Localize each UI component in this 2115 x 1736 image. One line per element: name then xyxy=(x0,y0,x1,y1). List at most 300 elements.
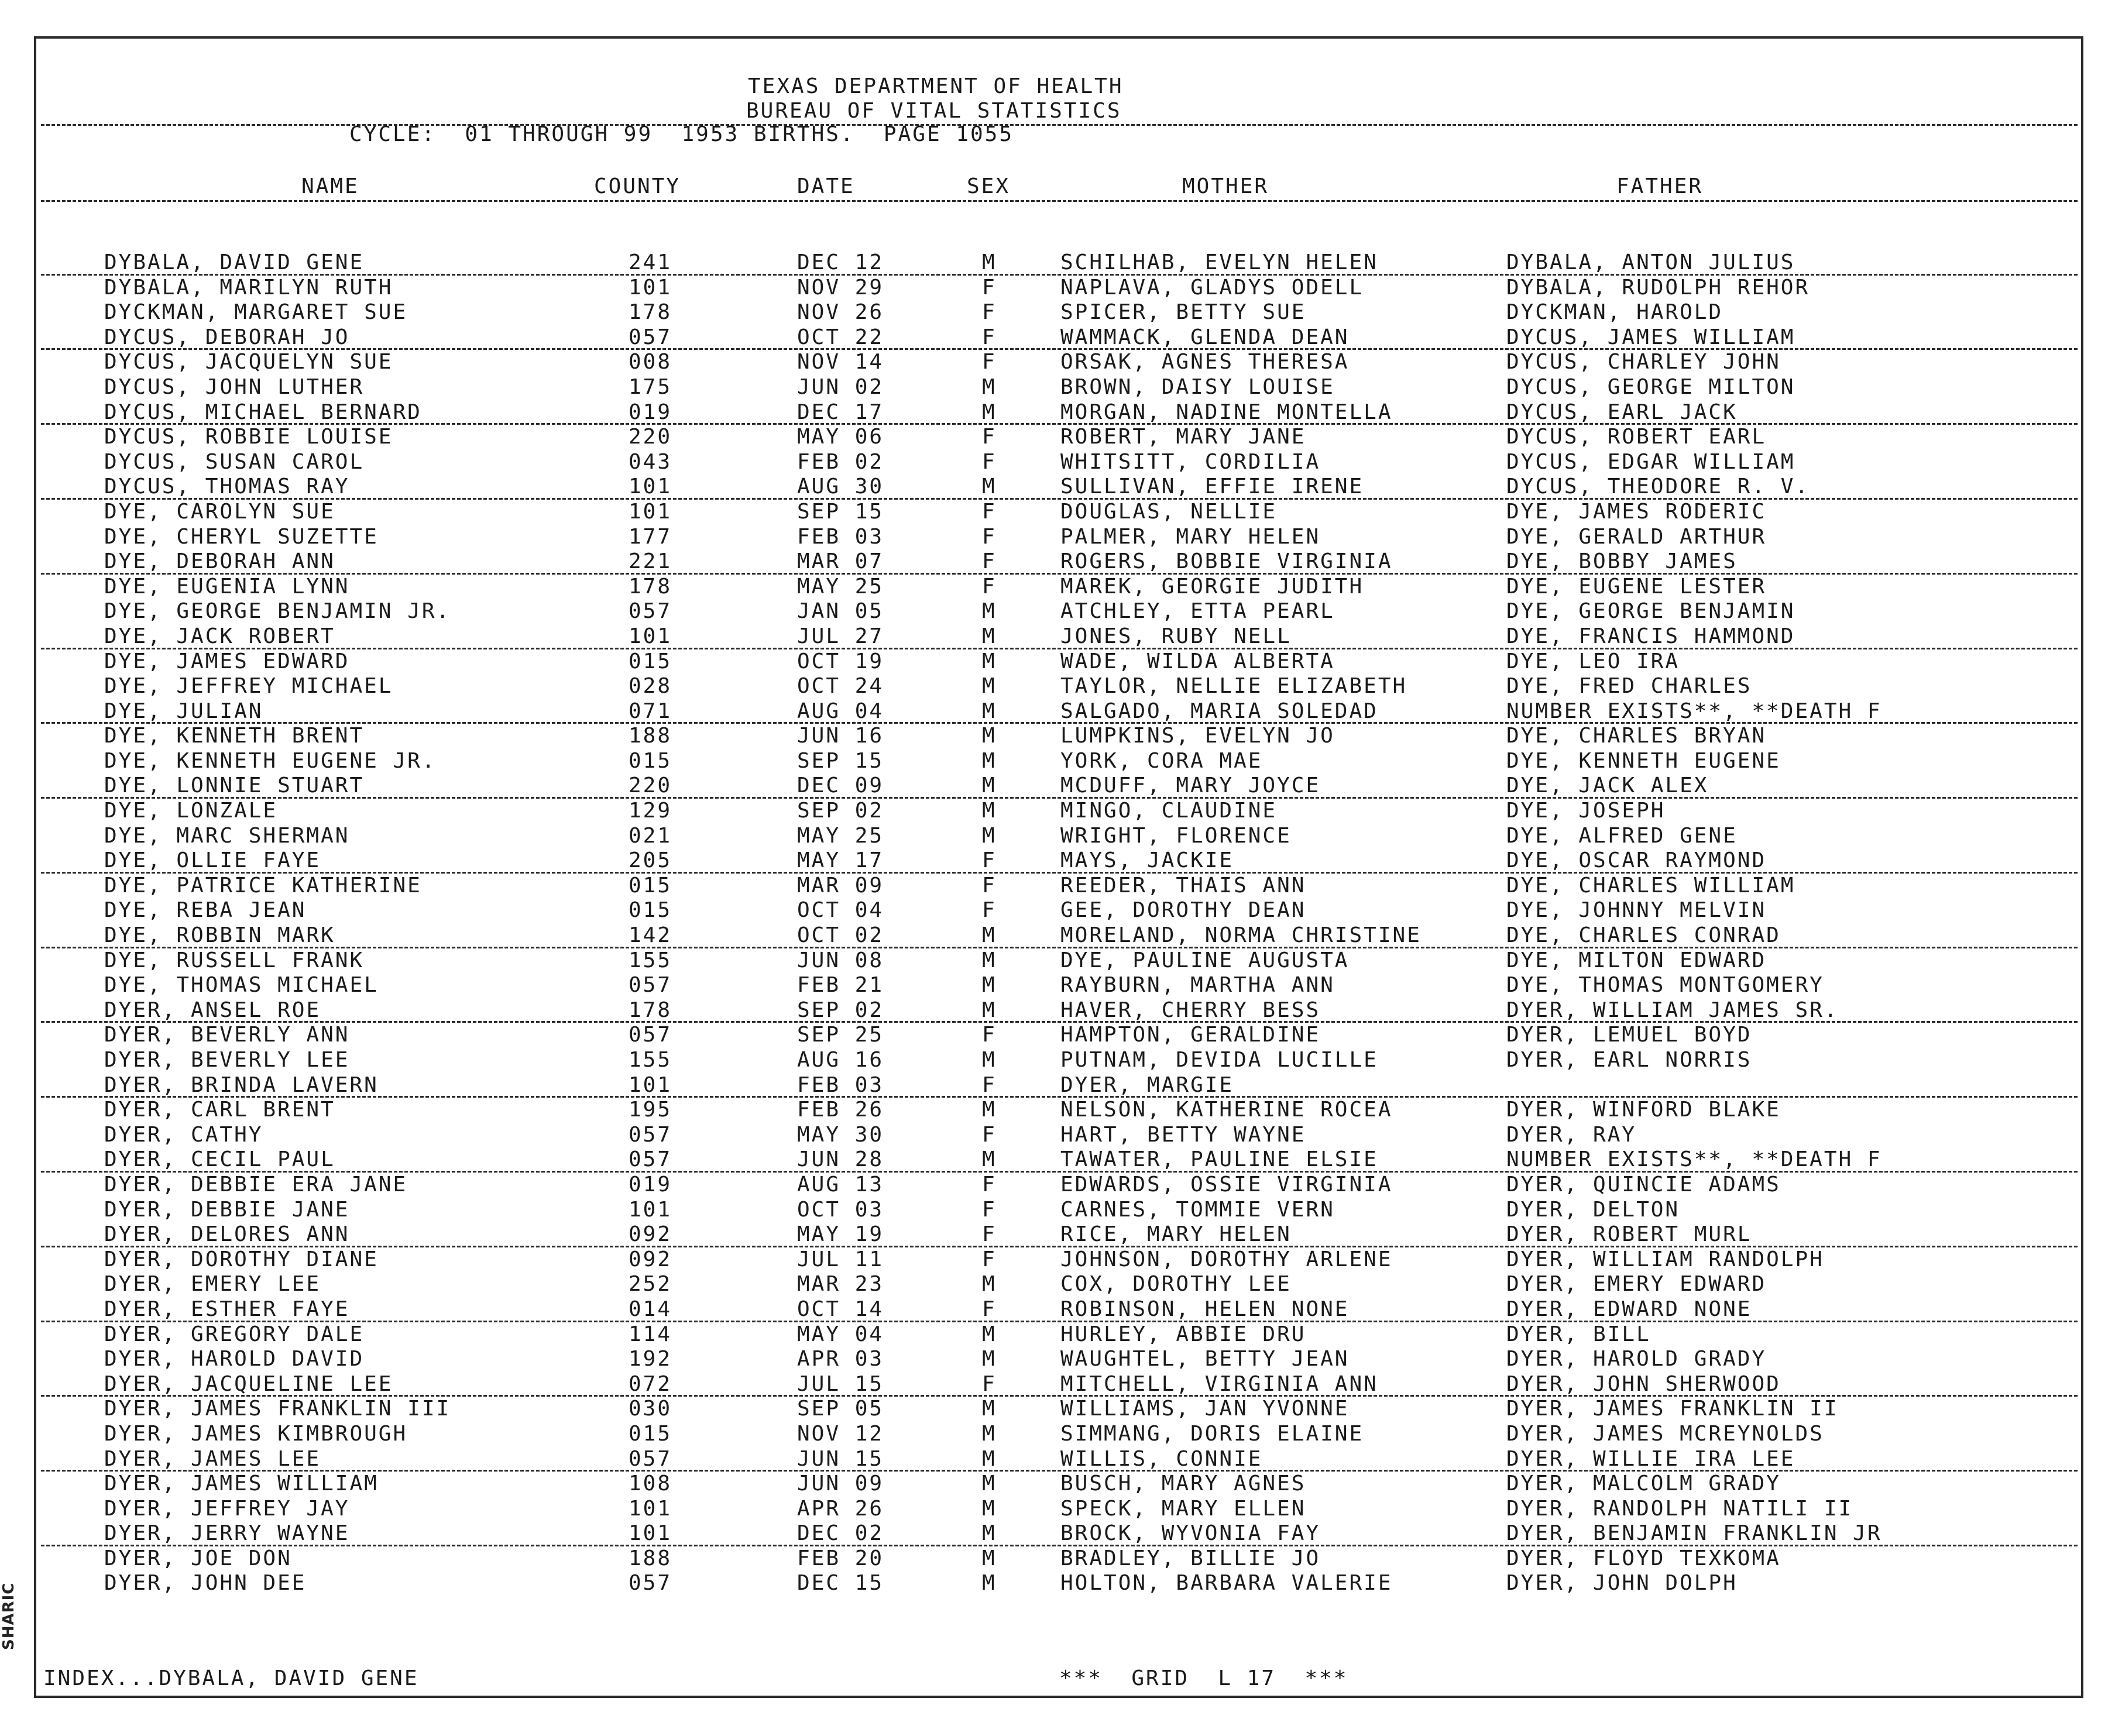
record-mother: SULLIVAN, EFFIE IRENE xyxy=(1060,475,1364,499)
record-name: DYER, JOE DON xyxy=(104,1546,292,1570)
record-county: 043 xyxy=(629,449,672,474)
record-date: MAY 25 xyxy=(797,574,884,599)
record-date: SEP 15 xyxy=(797,748,884,773)
record-name: DYER, CATHY xyxy=(104,1122,263,1147)
record-county: 178 xyxy=(629,574,672,599)
record-mother: PUTNAM, DEVIDA LUCILLE xyxy=(1060,1048,1378,1072)
record-name: DYER, CECIL PAUL xyxy=(104,1147,335,1172)
record-county: 188 xyxy=(629,1546,672,1570)
record-sex: F xyxy=(982,1122,997,1147)
record-father: DYE, FRANCIS HAMMOND xyxy=(1506,624,1795,648)
record-row xyxy=(41,475,2078,500)
record-county: 175 xyxy=(629,374,672,399)
record-date: NOV 14 xyxy=(797,350,884,374)
record-sex: M xyxy=(982,1322,997,1346)
record-father: DYE, CHARLES BRYAN xyxy=(1506,724,1767,748)
record-name: DYER, JERRY WAYNE xyxy=(104,1521,350,1546)
record-county: 252 xyxy=(629,1272,672,1297)
record-row xyxy=(41,674,2078,699)
record-row xyxy=(41,549,2078,575)
record-sex: M xyxy=(982,1472,997,1496)
record-county: 195 xyxy=(629,1098,672,1122)
record-name: DYE, DEBORAH ANN xyxy=(104,549,335,574)
record-father: DYCUS, EARL JACK xyxy=(1506,400,1738,424)
record-mother: TAWATER, PAULINE ELSIE xyxy=(1060,1147,1378,1172)
record-mother: SIMMANG, DORIS ELAINE xyxy=(1060,1421,1364,1446)
record-county: 015 xyxy=(629,1421,672,1446)
record-row xyxy=(41,973,2078,998)
record-date: JUN 15 xyxy=(797,1446,884,1471)
record-name: DYER, GREGORY DALE xyxy=(104,1322,365,1346)
record-date: MAR 23 xyxy=(797,1272,884,1297)
record-sex: M xyxy=(982,1421,997,1446)
record-name: DYER, JAMES WILLIAM xyxy=(104,1472,379,1496)
record-mother: SCHILHAB, EVELYN HELEN xyxy=(1060,250,1378,274)
record-name: DYER, ESTHER FAYE xyxy=(104,1297,350,1321)
record-sex: F xyxy=(982,350,997,374)
record-date: MAY 06 xyxy=(797,425,884,449)
record-county: 178 xyxy=(629,998,672,1022)
record-name: DYBALA, DAVID GENE xyxy=(104,250,365,274)
record-mother: DOUGLAS, NELLIE xyxy=(1060,499,1278,524)
record-mother: LUMPKINS, EVELYN JO xyxy=(1060,724,1335,748)
record-sex: F xyxy=(982,1222,997,1247)
record-sex: M xyxy=(982,1048,997,1072)
record-mother: JONES, RUBY NELL xyxy=(1060,624,1292,648)
record-mother: SPECK, MARY ELLEN xyxy=(1060,1496,1306,1521)
record-county: 101 xyxy=(629,499,672,524)
record-sex: M xyxy=(982,1272,997,1297)
record-date: MAY 30 xyxy=(797,1122,884,1147)
column-header-mother: MOTHER xyxy=(1182,174,1269,198)
record-sex: M xyxy=(982,400,997,424)
record-row xyxy=(41,699,2078,724)
record-father: DYE, JOHNNY MELVIN xyxy=(1506,898,1767,923)
record-date: JUL 15 xyxy=(797,1371,884,1396)
record-name: DYCUS, JOHN LUTHER xyxy=(104,374,365,399)
record-sex: M xyxy=(982,774,997,798)
record-county: 057 xyxy=(629,973,672,998)
record-father: DYER, FLOYD TEXKOMA xyxy=(1506,1546,1781,1570)
record-sex: F xyxy=(982,898,997,923)
record-date: NOV 26 xyxy=(797,300,884,325)
record-date: SEP 02 xyxy=(797,998,884,1022)
record-row xyxy=(41,1098,2078,1123)
record-county: 101 xyxy=(629,475,672,499)
record-father: DYE, JAMES RODERIC xyxy=(1506,499,1767,524)
record-sex: M xyxy=(982,1098,997,1122)
record-row xyxy=(41,898,2078,923)
record-mother: ROBERT, MARY JANE xyxy=(1060,425,1306,449)
record-row xyxy=(41,1571,2078,1596)
record-row xyxy=(41,276,2078,301)
record-father: DYE, THOMAS MONTGOMERY xyxy=(1506,973,1824,998)
record-county: 057 xyxy=(629,1571,672,1596)
record-father: DYER, WILLIE IRA LEE xyxy=(1506,1446,1795,1471)
record-name: DYER, BEVERLY ANN xyxy=(104,1023,350,1047)
record-sex: M xyxy=(982,748,997,773)
record-date: FEB 03 xyxy=(797,524,884,549)
record-father: DYER, EMERY EDWARD xyxy=(1506,1272,1767,1297)
record-row xyxy=(41,375,2078,400)
record-name: DYCKMAN, MARGARET SUE xyxy=(104,300,408,325)
record-sex: M xyxy=(982,998,997,1022)
record-mother: WADE, WILDA ALBERTA xyxy=(1060,649,1335,673)
record-father: DYER, LEMUEL BOYD xyxy=(1506,1023,1752,1047)
record-father: DYER, JOHN SHERWOOD xyxy=(1506,1371,1781,1396)
record-date: DEC 02 xyxy=(797,1521,884,1546)
record-county: 241 xyxy=(629,250,672,274)
record-father: DYCUS, EDGAR WILLIAM xyxy=(1506,449,1795,474)
record-sex: M xyxy=(982,1546,997,1570)
record-date: OCT 22 xyxy=(797,325,884,349)
header-cycle: CYCLE: 01 THROUGH 99 1953 BIRTHS. PAGE 1055 xyxy=(349,122,1014,146)
record-row xyxy=(41,998,2078,1023)
record-mother: SALGADO, MARIA SOLEDAD xyxy=(1060,699,1378,723)
record-county: 101 xyxy=(629,624,672,648)
record-row xyxy=(41,599,2078,624)
record-mother: ROGERS, BOBBIE VIRGINIA xyxy=(1060,549,1393,574)
record-father: DYE, LEO IRA xyxy=(1506,649,1680,673)
record-sex: M xyxy=(982,374,997,399)
record-sex: M xyxy=(982,475,997,499)
record-date: DEC 12 xyxy=(797,250,884,274)
record-name: DYER, JOHN DEE xyxy=(104,1571,307,1596)
record-row xyxy=(41,1397,2078,1422)
record-name: DYE, REBA JEAN xyxy=(104,898,307,923)
record-name: DYER, JAMES LEE xyxy=(104,1446,321,1471)
record-father: NUMBER EXISTS**, **DEATH F xyxy=(1506,1147,1882,1172)
footer-index: INDEX...DYBALA, DAVID GENE xyxy=(43,1666,419,1690)
record-father: DYBALA, ANTON JULIUS xyxy=(1506,250,1795,274)
record-mother: MCDUFF, MARY JOYCE xyxy=(1060,774,1321,798)
record-county: 019 xyxy=(629,1172,672,1197)
record-county: 030 xyxy=(629,1397,672,1421)
record-sex: F xyxy=(982,574,997,599)
record-county: 108 xyxy=(629,1472,672,1496)
record-name: DYE, JACK ROBERT xyxy=(104,624,335,648)
record-name: DYCUS, SUSAN CAROL xyxy=(104,449,365,474)
record-row xyxy=(41,400,2078,425)
record-mother: HAMPTON, GERALDINE xyxy=(1060,1023,1321,1047)
record-date: NOV 12 xyxy=(797,1421,884,1446)
record-date: NOV 29 xyxy=(797,275,884,300)
record-row xyxy=(41,1497,2078,1522)
column-header-rule xyxy=(41,200,2078,202)
record-county: 071 xyxy=(629,699,672,723)
record-father: DYCUS, CHARLEY JOHN xyxy=(1506,350,1781,374)
record-mother: GEE, DOROTHY DEAN xyxy=(1060,898,1306,923)
record-sex: M xyxy=(982,699,997,723)
record-county: 101 xyxy=(629,1521,672,1546)
record-county: 092 xyxy=(629,1222,672,1247)
record-date: MAR 07 xyxy=(797,549,884,574)
record-row xyxy=(41,848,2078,874)
record-mother: HURLEY, ABBIE DRU xyxy=(1060,1322,1306,1346)
record-name: DYCUS, THOMAS RAY xyxy=(104,475,350,499)
record-name: DYE, JEFFREY MICHAEL xyxy=(104,674,393,699)
record-sex: F xyxy=(982,549,997,574)
record-row xyxy=(41,824,2078,849)
record-row xyxy=(41,1546,2078,1572)
record-row xyxy=(41,1372,2078,1397)
record-county: 101 xyxy=(629,1197,672,1222)
record-date: MAY 25 xyxy=(797,823,884,848)
header-bureau: BUREAU OF VITAL STATISTICS xyxy=(746,99,1122,123)
record-county: 028 xyxy=(629,674,672,699)
record-mother: WAUGHTEL, BETTY JEAN xyxy=(1060,1347,1350,1371)
record-county: 220 xyxy=(629,774,672,798)
record-county: 205 xyxy=(629,848,672,873)
record-father: DYER, WILLIAM JAMES SR. xyxy=(1506,998,1839,1022)
record-date: JUN 02 xyxy=(797,374,884,399)
record-row xyxy=(41,1023,2078,1048)
record-father: DYCKMAN, HAROLD xyxy=(1506,300,1723,325)
record-father: DYER, BENJAMIN FRANKLIN JR xyxy=(1506,1521,1882,1546)
record-sex: F xyxy=(982,1371,997,1396)
record-name: DYCUS, MICHAEL BERNARD xyxy=(104,400,422,424)
record-mother: MINGO, CLAUDINE xyxy=(1060,799,1278,823)
record-name: DYCUS, JACQUELYN SUE xyxy=(104,350,393,374)
record-father: DYBALA, RUDOLPH REHOR xyxy=(1506,275,1810,300)
record-date: SEP 15 xyxy=(797,499,884,524)
record-sex: M xyxy=(982,923,997,948)
record-name: DYBALA, MARILYN RUTH xyxy=(104,275,393,300)
record-row xyxy=(41,1447,2078,1472)
column-header-father: FATHER xyxy=(1616,174,1704,198)
record-sex: M xyxy=(982,1397,997,1421)
record-sex: F xyxy=(982,524,997,549)
record-date: OCT 14 xyxy=(797,1297,884,1321)
record-mother: WILLIAMS, JAN YVONNE xyxy=(1060,1397,1350,1421)
record-father: DYER, JAMES FRANKLIN II xyxy=(1506,1397,1839,1421)
record-father: DYE, GEORGE BENJAMIN xyxy=(1506,599,1795,624)
record-mother: BROWN, DAISY LOUISE xyxy=(1060,374,1335,399)
record-sex: M xyxy=(982,823,997,848)
record-mother: NAPLAVA, GLADYS ODELL xyxy=(1060,275,1364,300)
record-mother: ORSAK, AGNES THERESA xyxy=(1060,350,1350,374)
record-sex: F xyxy=(982,1247,997,1271)
record-father: DYCUS, ROBERT EARL xyxy=(1506,425,1767,449)
record-date: DEC 15 xyxy=(797,1571,884,1596)
record-date: SEP 05 xyxy=(797,1397,884,1421)
record-father: DYE, CHARLES CONRAD xyxy=(1506,923,1781,948)
record-name: DYE, RUSSELL FRANK xyxy=(104,948,365,972)
record-father: DYE, OSCAR RAYMOND xyxy=(1506,848,1767,873)
column-header-date: DATE xyxy=(797,174,855,198)
record-county: 142 xyxy=(629,923,672,948)
record-name: DYCUS, DEBORAH JO xyxy=(104,325,350,349)
column-header-name: NAME xyxy=(301,174,359,198)
record-sex: M xyxy=(982,973,997,998)
record-date: MAR 09 xyxy=(797,873,884,898)
record-father: DYER, HAROLD GRADY xyxy=(1506,1347,1767,1371)
record-mother: WRIGHT, FLORENCE xyxy=(1060,823,1292,848)
record-name: DYER, JEFFREY JAY xyxy=(104,1496,350,1521)
record-date: OCT 03 xyxy=(797,1197,884,1222)
record-name: DYER, ANSEL ROE xyxy=(104,998,321,1022)
record-father: DYE, ALFRED GENE xyxy=(1506,823,1738,848)
column-header-sex: SEX xyxy=(967,174,1011,198)
record-sex: M xyxy=(982,1446,997,1471)
record-mother: JOHNSON, DOROTHY ARLENE xyxy=(1060,1247,1393,1271)
record-date: SEP 25 xyxy=(797,1023,884,1047)
record-county: 192 xyxy=(629,1347,672,1371)
record-row xyxy=(41,649,2078,675)
record-county: 155 xyxy=(629,948,672,972)
record-mother: BUSCH, MARY AGNES xyxy=(1060,1472,1306,1496)
record-father: DYER, BILL xyxy=(1506,1322,1651,1346)
record-county: 021 xyxy=(629,823,672,848)
record-date: SEP 02 xyxy=(797,799,884,823)
record-sex: M xyxy=(982,724,997,748)
record-date: FEB 02 xyxy=(797,449,884,474)
record-date: AUG 04 xyxy=(797,699,884,723)
record-mother: DYE, PAULINE AUGUSTA xyxy=(1060,948,1350,972)
record-date: DEC 09 xyxy=(797,774,884,798)
record-mother: HOLTON, BARBARA VALERIE xyxy=(1060,1571,1393,1596)
record-father: DYER, RANDOLPH NATILI II xyxy=(1506,1496,1853,1521)
record-row xyxy=(41,325,2078,350)
record-date: JAN 05 xyxy=(797,599,884,624)
record-row xyxy=(41,1297,2078,1322)
record-mother: RAYBURN, MARTHA ANN xyxy=(1060,973,1335,998)
record-name: DYER, JACQUELINE LEE xyxy=(104,1371,393,1396)
header-rule xyxy=(41,124,2078,126)
record-county: 057 xyxy=(629,1446,672,1471)
record-date: OCT 04 xyxy=(797,898,884,923)
record-county: 178 xyxy=(629,300,672,325)
record-row xyxy=(41,774,2078,799)
record-name: DYE, CAROLYN SUE xyxy=(104,499,335,524)
record-date: JUN 28 xyxy=(797,1147,884,1172)
record-sex: F xyxy=(982,499,997,524)
record-row xyxy=(41,425,2078,450)
record-father: DYE, KENNETH EUGENE xyxy=(1506,748,1781,773)
record-father: DYER, WILLIAM RANDOLPH xyxy=(1506,1247,1824,1271)
record-father: DYE, MILTON EDWARD xyxy=(1506,948,1767,972)
record-father: DYE, JOSEPH xyxy=(1506,799,1666,823)
record-sex: F xyxy=(982,300,997,325)
record-father: DYER, QUINCIE ADAMS xyxy=(1506,1172,1781,1197)
record-date: OCT 24 xyxy=(797,674,884,699)
record-row xyxy=(41,500,2078,525)
record-name: DYER, HAROLD DAVID xyxy=(104,1347,365,1371)
record-name: DYE, THOMAS MICHAEL xyxy=(104,973,379,998)
record-mother: MAREK, GEORGIE JUDITH xyxy=(1060,574,1364,599)
record-father: DYER, WINFORD BLAKE xyxy=(1506,1098,1781,1122)
record-date: FEB 20 xyxy=(797,1546,884,1570)
record-date: JUL 11 xyxy=(797,1247,884,1271)
record-date: JUN 08 xyxy=(797,948,884,972)
record-name: DYE, KENNETH BRENT xyxy=(104,724,365,748)
record-county: 177 xyxy=(629,524,672,549)
record-mother: MORGAN, NADINE MONTELLA xyxy=(1060,400,1393,424)
record-county: 057 xyxy=(629,599,672,624)
record-date: AUG 13 xyxy=(797,1172,884,1197)
record-date: MAY 19 xyxy=(797,1222,884,1247)
record-name: DYCUS, ROBBIE LOUISE xyxy=(104,425,393,449)
record-mother: MAYS, JACKIE xyxy=(1060,848,1234,873)
record-county: 015 xyxy=(629,748,672,773)
record-father: DYE, EUGENE LESTER xyxy=(1506,574,1767,599)
record-father: DYER, MALCOLM GRADY xyxy=(1506,1472,1781,1496)
record-name: DYE, MARC SHERMAN xyxy=(104,823,350,848)
record-name: DYE, LONZALE xyxy=(104,799,278,823)
record-sex: F xyxy=(982,873,997,898)
record-row xyxy=(41,948,2078,974)
record-mother: COX, DOROTHY LEE xyxy=(1060,1272,1292,1297)
record-mother: DYER, MARGIE xyxy=(1060,1072,1234,1097)
record-sex: M xyxy=(982,799,997,823)
record-sex: M xyxy=(982,1147,997,1172)
record-name: DYER, JAMES KIMBROUGH xyxy=(104,1421,408,1446)
record-name: DYER, DOROTHY DIANE xyxy=(104,1247,379,1271)
record-row xyxy=(41,1198,2078,1223)
record-date: DEC 17 xyxy=(797,400,884,424)
record-row xyxy=(41,923,2078,948)
record-row xyxy=(41,575,2078,600)
record-father: NUMBER EXISTS**, **DEATH F xyxy=(1506,699,1882,723)
record-mother: WHITSITT, CORDILIA xyxy=(1060,449,1321,474)
record-father: DYER, EDWARD NONE xyxy=(1506,1297,1752,1321)
record-mother: SPICER, BETTY SUE xyxy=(1060,300,1306,325)
record-county: 101 xyxy=(629,1496,672,1521)
record-date: APR 26 xyxy=(797,1496,884,1521)
record-county: 221 xyxy=(629,549,672,574)
record-sex: F xyxy=(982,1023,997,1047)
record-sex: M xyxy=(982,1347,997,1371)
record-row xyxy=(41,874,2078,899)
record-sex: F xyxy=(982,325,997,349)
record-mother: MITCHELL, VIRGINIA ANN xyxy=(1060,1371,1378,1396)
record-mother: EDWARDS, OSSIE VIRGINIA xyxy=(1060,1172,1393,1197)
record-date: MAY 17 xyxy=(797,848,884,873)
record-mother: HART, BETTY WAYNE xyxy=(1060,1122,1306,1147)
record-sex: F xyxy=(982,1297,997,1321)
record-mother: WAMMACK, GLENDA DEAN xyxy=(1060,325,1350,349)
record-date: FEB 03 xyxy=(797,1072,884,1097)
record-mother: PALMER, MARY HELEN xyxy=(1060,524,1321,549)
record-sex: F xyxy=(982,425,997,449)
record-mother: ROBINSON, HELEN NONE xyxy=(1060,1297,1350,1321)
record-father: DYE, GERALD ARTHUR xyxy=(1506,524,1767,549)
record-name: DYE, JAMES EDWARD xyxy=(104,649,350,673)
record-mother: BRADLEY, BILLIE JO xyxy=(1060,1546,1321,1570)
record-sex: M xyxy=(982,674,997,699)
record-father: DYER, RAY xyxy=(1506,1122,1637,1147)
record-row xyxy=(41,1272,2078,1297)
record-name: DYE, GEORGE BENJAMIN JR. xyxy=(104,599,451,624)
record-county: 015 xyxy=(629,873,672,898)
record-name: DYER, CARL BRENT xyxy=(104,1098,335,1122)
record-row xyxy=(41,525,2078,550)
record-row xyxy=(41,1173,2078,1198)
record-date: APR 03 xyxy=(797,1347,884,1371)
record-name: DYER, JAMES FRANKLIN III xyxy=(104,1397,451,1421)
record-date: FEB 26 xyxy=(797,1098,884,1122)
record-county: 057 xyxy=(629,1147,672,1172)
record-sex: F xyxy=(982,449,997,474)
side-watermark-label: SHARIC xyxy=(0,1582,18,1650)
record-row xyxy=(41,300,2078,325)
record-row xyxy=(41,1347,2078,1372)
record-father: DYE, JACK ALEX xyxy=(1506,774,1709,798)
record-father: DYER, EARL NORRIS xyxy=(1506,1048,1752,1072)
record-name: DYE, CHERYL SUZETTE xyxy=(104,524,379,549)
record-county: 220 xyxy=(629,425,672,449)
record-father: DYER, JOHN DOLPH xyxy=(1506,1571,1738,1596)
